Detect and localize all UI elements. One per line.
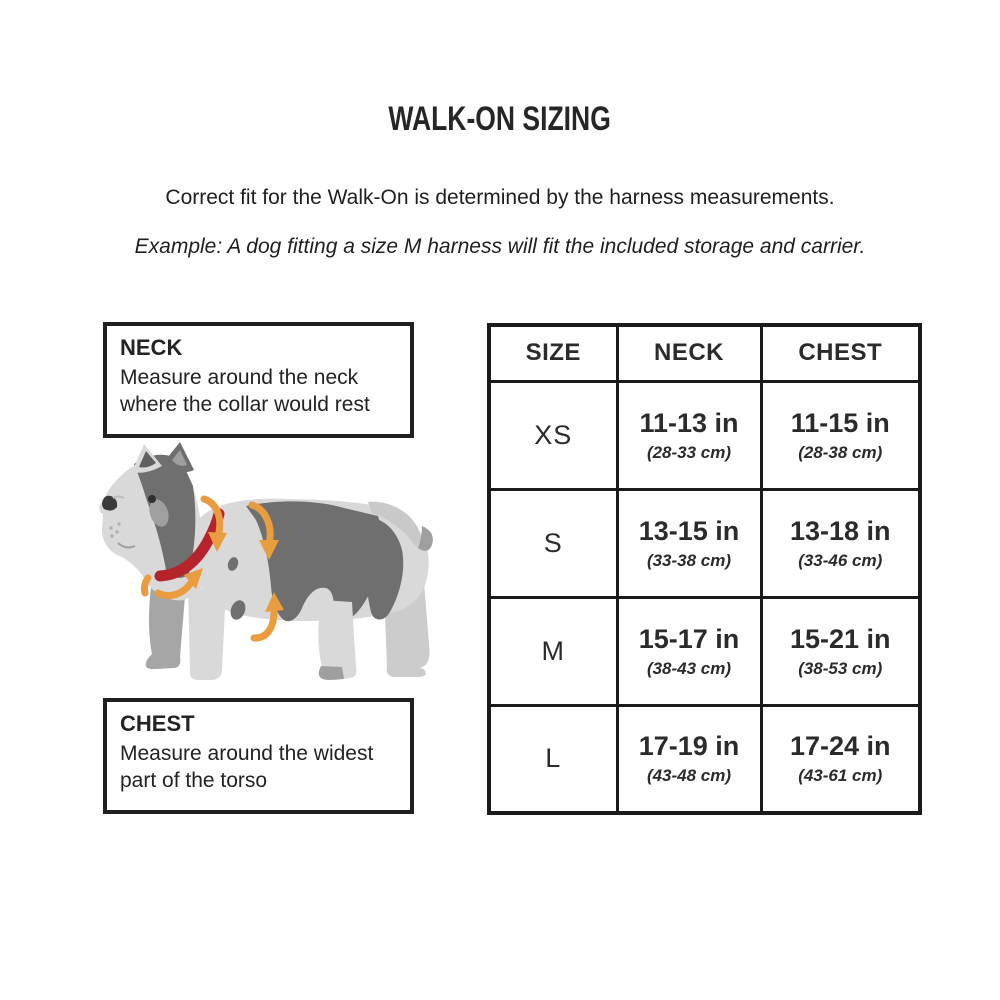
neck-inches: 15-17 in — [638, 623, 740, 654]
table-row — [489, 705, 920, 813]
chest-inches: 13-18 in — [789, 515, 891, 546]
chest-measurement-cell — [761, 489, 920, 597]
chest-instruction-heading: CHEST — [120, 711, 195, 736]
sizing-table — [487, 323, 922, 815]
table-row — [489, 381, 920, 489]
size-label: XS — [489, 381, 617, 489]
chest-centimeters: (28-38 cm) — [798, 442, 883, 462]
neck-instruction-box — [103, 322, 414, 438]
chest-measurement-cell — [761, 381, 920, 489]
neck-measurement-cell — [617, 597, 761, 705]
neck-centimeters: (33-38 cm) — [646, 550, 732, 570]
neck-inches: 17-19 in — [638, 731, 740, 762]
chest-measurement-cell — [761, 597, 920, 705]
size-label: L — [489, 705, 617, 813]
neck-inches: 13-15 in — [638, 515, 740, 546]
neck-centimeters: (38-43 cm) — [646, 658, 732, 678]
neck-measurement-cell — [617, 381, 761, 489]
column-header-neck: NECK — [617, 325, 761, 381]
chest-centimeters: (33-46 cm) — [798, 550, 883, 570]
dog-illustration — [88, 442, 438, 692]
table-header-row — [489, 325, 920, 381]
neck-instruction-heading: NECK — [120, 335, 183, 360]
chest-measurement-cell — [761, 705, 920, 813]
dog-body — [99, 442, 433, 680]
neck-centimeters: (43-48 cm) — [646, 766, 732, 786]
chest-inches: 17-24 in — [789, 731, 891, 762]
neck-centimeters: (28-33 cm) — [646, 442, 732, 462]
chest-instruction-box — [103, 698, 414, 814]
neck-measurement-cell — [617, 705, 761, 813]
table-row — [489, 597, 920, 705]
size-label: M — [489, 597, 617, 705]
size-label: S — [489, 489, 617, 597]
neck-instruction-text: Measure around the neck where the collar would rest — [120, 365, 370, 416]
chest-centimeters: (43-61 cm) — [798, 766, 883, 786]
table-row — [489, 489, 920, 597]
column-header-size: SIZE — [489, 325, 617, 381]
page-title-text: WALK-ON SIZING — [388, 100, 612, 138]
example-text: Example: A dog fitting a size M harness will fit the included storage and carrier. — [134, 235, 866, 258]
intro-text: Correct fit for the Walk-On is determined by the harness measurements. — [165, 186, 835, 209]
page-title — [0, 100, 1000, 139]
chest-centimeters: (38-53 cm) — [798, 658, 883, 678]
column-header-chest: CHEST — [761, 325, 920, 381]
chest-instruction-text: Measure around the widest part of the torso — [120, 741, 374, 792]
chest-inches: 15-21 in — [789, 623, 891, 654]
neck-inches: 11-13 in — [639, 407, 739, 438]
neck-measurement-cell — [617, 489, 761, 597]
chest-inches: 11-15 in — [790, 407, 890, 438]
